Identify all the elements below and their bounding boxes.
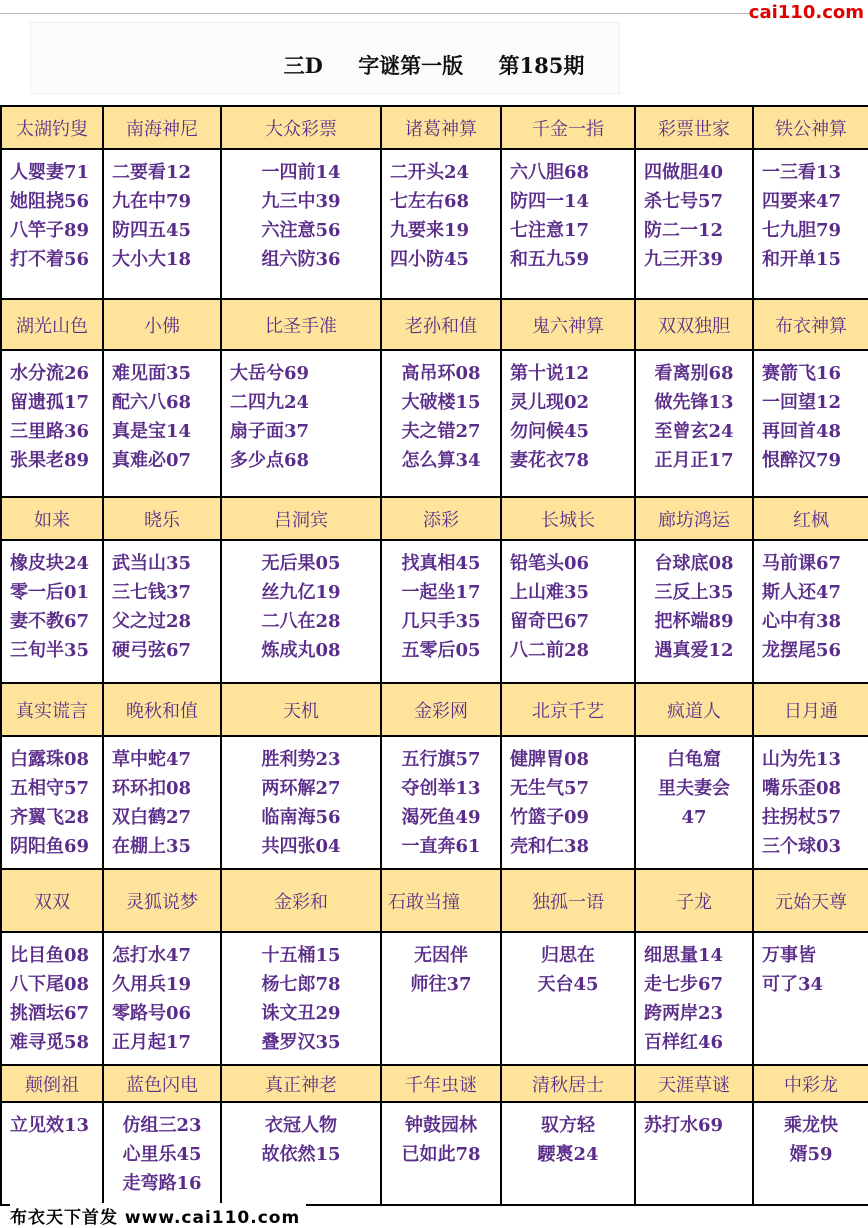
riddle-line: 做先锋13 xyxy=(654,392,734,413)
riddle-line: 临南海56 xyxy=(261,807,341,828)
riddle-line: 共四张04 xyxy=(261,836,341,857)
title-lottery: 三D xyxy=(283,53,323,78)
riddle-line: 再回首48 xyxy=(762,421,842,442)
riddle-line: 打不着56 xyxy=(10,249,90,270)
riddle-line: 七九胆79 xyxy=(762,220,842,241)
header-row xyxy=(1,1065,868,1102)
riddle-line: 师往37 xyxy=(410,974,472,995)
riddle-cell xyxy=(381,932,501,1065)
riddle-line: 二开头24 xyxy=(390,162,470,183)
riddle-line: 在棚上35 xyxy=(112,836,192,857)
riddle-line: 上山难35 xyxy=(510,582,590,603)
riddle-cell xyxy=(1,350,103,497)
riddle-cell xyxy=(381,736,501,869)
riddle-line: 心中有38 xyxy=(762,611,842,632)
predictor-name: 红枫 xyxy=(753,497,868,540)
riddle-line: 衣冠人物 xyxy=(265,1115,337,1136)
riddle-line: 天台45 xyxy=(537,974,599,995)
riddle-cell xyxy=(753,736,868,869)
riddle-line: 一直奔61 xyxy=(401,836,481,857)
riddle-cell xyxy=(753,149,868,299)
predictor-name: 中彩龙 xyxy=(753,1065,868,1102)
riddle-cell xyxy=(501,736,635,869)
riddle-line: 四小防45 xyxy=(390,249,470,270)
riddle-cell xyxy=(381,1102,501,1205)
predictor-name: 清秋居士 xyxy=(501,1065,635,1102)
predictor-name: 如来 xyxy=(1,497,103,540)
riddle-line: 婿59 xyxy=(789,1144,833,1165)
riddle-line: 诛文丑29 xyxy=(261,1003,341,1024)
riddle-line: 乘龙快 xyxy=(784,1115,838,1136)
riddle-row xyxy=(1,350,868,497)
riddle-line: 已如此78 xyxy=(401,1144,481,1165)
riddle-line: 大小大18 xyxy=(112,249,192,270)
header-row xyxy=(1,299,868,350)
riddle-line: 防四一14 xyxy=(510,191,590,212)
riddle-line: 炼成丸08 xyxy=(261,640,341,661)
riddle-line: 多少点68 xyxy=(230,450,310,471)
riddle-line: 走弯路16 xyxy=(122,1173,202,1194)
predictor-name: 千金一指 xyxy=(501,106,635,149)
riddle-cell xyxy=(221,350,381,497)
predictor-name: 颠倒祖 xyxy=(1,1065,103,1102)
riddle-line: 钟鼓园林 xyxy=(405,1115,477,1136)
predictor-name: 湖光山色 xyxy=(1,299,103,350)
riddle-line: 配六八68 xyxy=(112,392,192,413)
riddle-line: 比目鱼08 xyxy=(10,945,90,966)
riddle-line: 五行旗57 xyxy=(401,749,481,770)
riddle-line: 怎么算34 xyxy=(401,450,481,471)
riddle-cell xyxy=(635,736,753,869)
riddle-line: 恨醉汉79 xyxy=(762,450,842,471)
riddle-cell xyxy=(103,149,221,299)
predictor-name: 石敢当撞 xyxy=(381,869,501,932)
riddle-line: 真难必07 xyxy=(112,450,192,471)
riddle-line: 遇真爱12 xyxy=(654,640,734,661)
riddle-line: 白龟窟 xyxy=(667,749,721,770)
riddle-line: 把杯端89 xyxy=(654,611,734,632)
riddle-line: 真是宝14 xyxy=(112,421,192,442)
riddle-line: 齐翼飞28 xyxy=(10,807,90,828)
predictor-name: 长城长 xyxy=(501,497,635,540)
riddle-line: 驭方轻 xyxy=(541,1115,595,1136)
riddle-cell xyxy=(103,1102,221,1205)
predictor-name: 疯道人 xyxy=(635,683,753,736)
riddle-line: 騕褭24 xyxy=(537,1144,599,1165)
riddle-line: 竹篮子09 xyxy=(510,807,590,828)
riddle-cell xyxy=(753,932,868,1065)
riddle-line: 细思量14 xyxy=(644,945,724,966)
riddle-cell xyxy=(501,540,635,683)
riddle-line: 环环扣08 xyxy=(112,778,192,799)
riddle-line: 白露珠08 xyxy=(10,749,90,770)
riddle-line: 妻不教67 xyxy=(10,611,90,632)
riddle-grid xyxy=(0,105,868,1206)
header-row xyxy=(1,106,868,149)
riddle-line: 防二一12 xyxy=(644,220,724,241)
riddle-line: 万事皆 xyxy=(762,945,816,966)
page-title xyxy=(0,50,868,80)
riddle-line: 人婴妻71 xyxy=(10,162,90,183)
riddle-line: 六注意56 xyxy=(261,220,341,241)
riddle-cell xyxy=(635,149,753,299)
riddle-line: 走七步67 xyxy=(644,974,724,995)
riddle-line: 无生气57 xyxy=(510,778,590,799)
riddle-line: 零路号06 xyxy=(112,1003,192,1024)
riddle-line: 龙摆尾56 xyxy=(762,640,842,661)
predictor-name: 元始天尊 xyxy=(753,869,868,932)
predictor-name: 吕洞宾 xyxy=(221,497,381,540)
riddle-line: 八竿子89 xyxy=(10,220,90,241)
riddle-line: 立见效13 xyxy=(10,1115,90,1136)
predictor-name: 小佛 xyxy=(103,299,221,350)
predictor-name: 金彩网 xyxy=(381,683,501,736)
riddle-line: 几只手35 xyxy=(401,611,481,632)
riddle-line: 草中蛇47 xyxy=(112,749,192,770)
riddle-line: 故依然15 xyxy=(261,1144,341,1165)
riddle-line: 挑酒坛67 xyxy=(10,1003,90,1024)
riddle-line: 十五桶15 xyxy=(261,945,341,966)
predictor-name: 廊坊鸿运 xyxy=(635,497,753,540)
riddle-cell xyxy=(501,1102,635,1205)
riddle-line: 妻花衣78 xyxy=(510,450,590,471)
riddle-line: 难寻觅58 xyxy=(10,1032,90,1053)
header-row xyxy=(1,683,868,736)
riddle-line: 七注意17 xyxy=(510,220,590,241)
header-row xyxy=(1,869,868,932)
riddle-line: 夺创举13 xyxy=(401,778,481,799)
riddle-cell xyxy=(103,350,221,497)
predictor-name: 千年虫谜 xyxy=(381,1065,501,1102)
riddle-cell xyxy=(635,540,753,683)
riddle-row xyxy=(1,149,868,299)
riddle-cell xyxy=(381,350,501,497)
footer-source[interactable]: 布衣天下首发 www.cai110.com xyxy=(10,1203,306,1228)
predictor-name: 老孙和值 xyxy=(381,299,501,350)
riddle-line: 二四九24 xyxy=(230,392,310,413)
riddle-line: 三反上35 xyxy=(654,582,734,603)
riddle-line: 阴阳鱼69 xyxy=(10,836,90,857)
predictor-name: 铁公神算 xyxy=(753,106,868,149)
predictor-name: 天机 xyxy=(221,683,381,736)
riddle-line: 苏打水69 xyxy=(644,1115,724,1136)
riddle-line: 胜利势23 xyxy=(261,749,341,770)
riddle-cell xyxy=(501,932,635,1065)
riddle-cell xyxy=(221,149,381,299)
predictor-name: 南海神尼 xyxy=(103,106,221,149)
predictor-name: 诸葛神算 xyxy=(381,106,501,149)
riddle-line: 归思在 xyxy=(541,945,595,966)
predictor-name: 天涯草谜 xyxy=(635,1065,753,1102)
riddle-line: 六八胆68 xyxy=(510,162,590,183)
riddle-line: 勿问候45 xyxy=(510,421,590,442)
header-row xyxy=(1,497,868,540)
riddle-line: 渴死鱼49 xyxy=(401,807,481,828)
riddle-cell xyxy=(221,1102,381,1205)
riddle-line: 双白鹤27 xyxy=(112,807,192,828)
riddle-line: 留遗孤17 xyxy=(10,392,90,413)
riddle-cell xyxy=(221,540,381,683)
riddle-cell xyxy=(635,1102,753,1205)
riddle-cell xyxy=(753,350,868,497)
riddle-line: 叠罗汉35 xyxy=(261,1032,341,1053)
riddle-line: 可了34 xyxy=(762,974,824,995)
riddle-line: 斯人还47 xyxy=(762,582,842,603)
top-divider xyxy=(0,13,750,14)
riddle-line: 零一后01 xyxy=(10,582,90,603)
riddle-line: 二八在28 xyxy=(261,611,341,632)
riddle-line: 和五九59 xyxy=(510,249,590,270)
riddle-cell xyxy=(381,149,501,299)
predictor-name: 太湖钓叟 xyxy=(1,106,103,149)
riddle-line: 防四五45 xyxy=(112,220,192,241)
riddle-line: 二要看12 xyxy=(112,162,192,183)
riddle-row xyxy=(1,932,868,1065)
riddle-line: 百样红46 xyxy=(644,1032,724,1053)
riddle-line: 赛箭飞16 xyxy=(762,363,842,384)
riddle-line: 四做胆40 xyxy=(644,162,724,183)
riddle-cell xyxy=(635,350,753,497)
riddle-line: 四要来47 xyxy=(762,191,842,212)
predictor-name: 彩票世家 xyxy=(635,106,753,149)
riddle-cell xyxy=(1,1102,103,1205)
riddle-cell xyxy=(753,540,868,683)
site-watermark[interactable]: cai110.com xyxy=(748,2,864,23)
riddle-cell xyxy=(381,540,501,683)
riddle-line: 拄拐杖57 xyxy=(762,807,842,828)
riddle-line: 第十说12 xyxy=(510,363,590,384)
riddle-line: 正月起17 xyxy=(112,1032,192,1053)
riddle-line: 铅笔头06 xyxy=(510,553,590,574)
predictor-name: 子龙 xyxy=(635,869,753,932)
riddle-line: 嘴乐歪08 xyxy=(762,778,842,799)
riddle-line: 一回望12 xyxy=(762,392,842,413)
riddle-line: 组六防36 xyxy=(261,249,341,270)
riddle-line: 健脾胃08 xyxy=(510,749,590,770)
predictor-name: 真正神老 xyxy=(221,1065,381,1102)
riddle-line: 一起坐17 xyxy=(401,582,481,603)
riddle-line: 五相守57 xyxy=(10,778,90,799)
riddle-cell xyxy=(103,540,221,683)
riddle-line: 她阻挠56 xyxy=(10,191,90,212)
riddle-line: 两环解27 xyxy=(261,778,341,799)
riddle-line: 杨七郎78 xyxy=(261,974,341,995)
riddle-line: 看离别68 xyxy=(654,363,734,384)
predictor-name: 添彩 xyxy=(381,497,501,540)
riddle-line: 八下尾08 xyxy=(10,974,90,995)
riddle-cell xyxy=(635,932,753,1065)
riddle-line: 丝九亿19 xyxy=(261,582,341,603)
riddle-line: 七左右68 xyxy=(390,191,470,212)
riddle-line: 父之过28 xyxy=(112,611,192,632)
riddle-line: 马前课67 xyxy=(762,553,842,574)
riddle-line: 高吊环08 xyxy=(401,363,481,384)
predictor-name: 比圣手准 xyxy=(221,299,381,350)
riddle-line: 和开单15 xyxy=(762,249,842,270)
riddle-cell xyxy=(103,736,221,869)
riddle-line: 台球底08 xyxy=(654,553,734,574)
predictor-name: 双双独胆 xyxy=(635,299,753,350)
riddle-line: 灵儿现02 xyxy=(510,392,590,413)
riddle-line: 三里路36 xyxy=(10,421,90,442)
riddle-line: 八二前28 xyxy=(510,640,590,661)
riddle-line: 九三中39 xyxy=(261,191,341,212)
riddle-cell xyxy=(221,736,381,869)
riddle-line: 大破楼15 xyxy=(401,392,481,413)
riddle-cell xyxy=(1,149,103,299)
riddle-cell xyxy=(1,540,103,683)
riddle-line: 一三看13 xyxy=(762,162,842,183)
riddle-line: 心里乐45 xyxy=(122,1144,202,1165)
riddle-row xyxy=(1,540,868,683)
riddle-line: 仿组三23 xyxy=(122,1115,202,1136)
predictor-name: 鬼六神算 xyxy=(501,299,635,350)
riddle-line: 硬弓弦67 xyxy=(112,640,192,661)
riddle-cell xyxy=(103,932,221,1065)
riddle-line: 九三开39 xyxy=(644,249,724,270)
predictor-name: 大众彩票 xyxy=(221,106,381,149)
riddle-line: 橡皮块24 xyxy=(10,553,90,574)
predictor-name: 蓝色闪电 xyxy=(103,1065,221,1102)
riddle-line: 三七钱37 xyxy=(112,582,192,603)
predictor-name: 北京千艺 xyxy=(501,683,635,736)
riddle-cell xyxy=(1,932,103,1065)
predictor-name: 真实谎言 xyxy=(1,683,103,736)
riddle-line: 久用兵19 xyxy=(112,974,192,995)
riddle-line: 难见面35 xyxy=(112,363,192,384)
riddle-line: 水分流26 xyxy=(10,363,90,384)
riddle-cell xyxy=(501,149,635,299)
riddle-cell xyxy=(501,350,635,497)
riddle-line: 47 xyxy=(681,807,707,828)
riddle-line: 跨两岸23 xyxy=(644,1003,724,1024)
riddle-line: 里夫妻会 xyxy=(658,778,730,799)
predictor-name: 金彩和 xyxy=(221,869,381,932)
riddle-line: 武当山35 xyxy=(112,553,192,574)
riddle-line: 壳和仁38 xyxy=(510,836,590,857)
riddle-line: 留奇巴67 xyxy=(510,611,590,632)
predictor-name: 晓乐 xyxy=(103,497,221,540)
predictor-name: 布衣神算 xyxy=(753,299,868,350)
predictor-name: 独孤一语 xyxy=(501,869,635,932)
riddle-line: 大岳兮69 xyxy=(230,363,310,384)
riddle-line: 三旬半35 xyxy=(10,640,90,661)
riddle-line: 无后果05 xyxy=(261,553,341,574)
page-header xyxy=(0,0,868,105)
predictor-name: 灵狐说梦 xyxy=(103,869,221,932)
riddle-line: 至曾玄24 xyxy=(654,421,734,442)
riddle-line: 夫之错27 xyxy=(401,421,481,442)
riddle-line: 找真相45 xyxy=(401,553,481,574)
riddle-line: 正月正17 xyxy=(654,450,734,471)
riddle-row xyxy=(1,1102,868,1205)
predictor-name: 日月通 xyxy=(753,683,868,736)
riddle-line: 五零后05 xyxy=(401,640,481,661)
riddle-cell xyxy=(221,932,381,1065)
riddle-line: 杀七号57 xyxy=(644,191,724,212)
riddle-cell xyxy=(1,736,103,869)
riddle-line: 张果老89 xyxy=(10,450,90,471)
riddle-line: 一四前14 xyxy=(261,162,341,183)
riddle-line: 山为先13 xyxy=(762,749,842,770)
riddle-line: 怎打水47 xyxy=(112,945,192,966)
riddle-cell xyxy=(753,1102,868,1205)
title-issue: 第185期 xyxy=(498,53,585,78)
riddle-line: 九在中79 xyxy=(112,191,192,212)
riddle-line: 三个球03 xyxy=(762,836,842,857)
predictor-name: 双双 xyxy=(1,869,103,932)
riddle-line: 扇子面37 xyxy=(230,421,310,442)
predictor-name: 晚秋和值 xyxy=(103,683,221,736)
riddle-line: 无因伴 xyxy=(414,945,468,966)
title-edition: 字谜第一版 xyxy=(358,53,464,78)
riddle-row xyxy=(1,736,868,869)
riddle-line: 九要来19 xyxy=(390,220,470,241)
